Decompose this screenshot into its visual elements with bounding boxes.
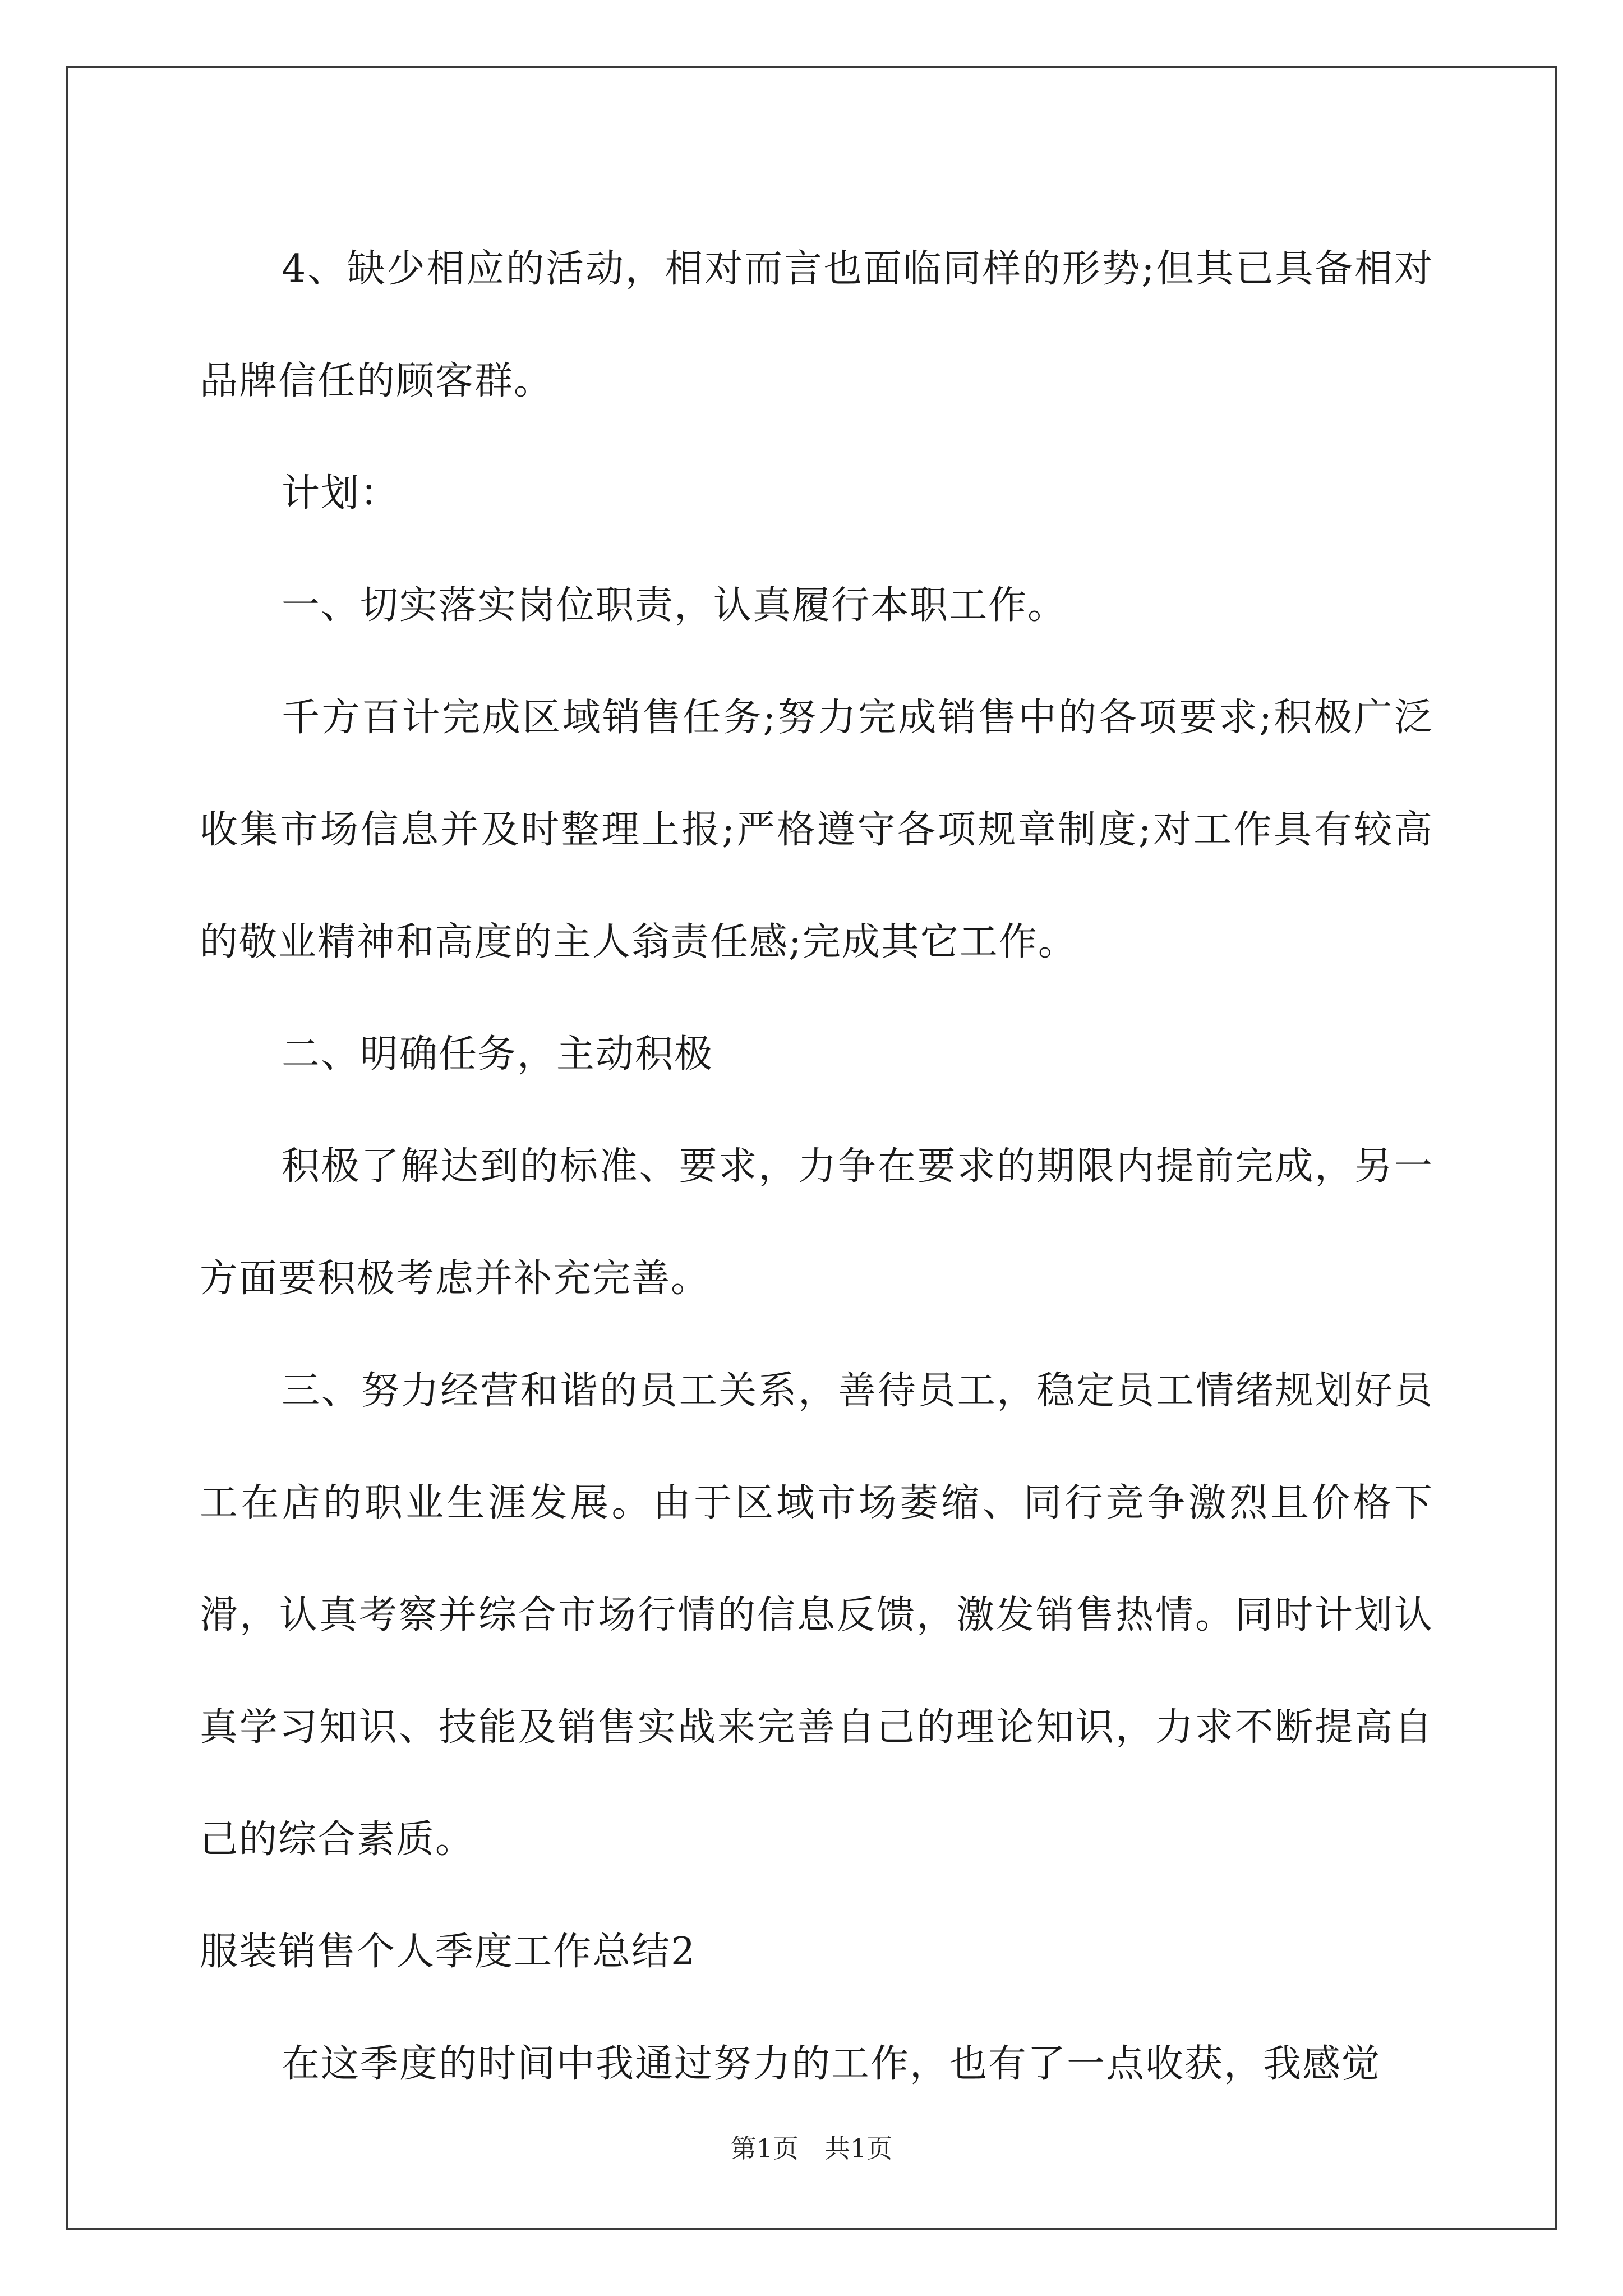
paragraph-shortcomings: 4、缺少相应的活动，相对而言也面临同样的形势;但其已具备相对品牌信任的顾客群。 (200, 247, 1433, 403)
paragraph-plan-item-1-detail: 千方百计完成区域销售任务;努力完成销售中的各项要求;积极广泛收集市场信息并及时整理上报;严格遵守各项规章制度;对工作具有较高的敬业精神和高度的主人翁责任感;完成其它工作。 (200, 696, 1433, 964)
paragraph-plan-item-1: 一、切实落实岗位职责，认真履行本职工作。 (282, 583, 1067, 628)
paragraph-plan-item-3: 三、努力经营和谐的员工关系，善待员工，稳定员工情绪规划好员工在店的职业生涯发展。由于区域市场萎缩、同行竞争激烈且价格下滑，认真考察并综合市场行情的信息反馈，激发销售热情。同时计划认真学习知识、技能及销售实战来完善自己的理论知识，力求不断提高自己的综合素质。 (200, 1369, 1433, 1862)
section-heading: 服装销售个人季度工作总结2 (200, 1930, 697, 1974)
paragraph-summary-intro: 在这季度的时间中我通过努力的工作，也有了一点收获，我感觉 (282, 2042, 1381, 2086)
document-body (200, 213, 1433, 2120)
paragraph-plan-label: 计划： (282, 471, 400, 516)
paragraph-plan-item-2-detail: 积极了解达到的标准、要求，力争在要求的期限内提前完成，另一方面要积极考虑并补充完善。 (200, 1144, 1433, 1301)
page-number-footer: 第1页 共1页 (730, 2133, 893, 2164)
paragraph-plan-item-2: 二、明确任务，主动积极 (282, 1032, 714, 1076)
